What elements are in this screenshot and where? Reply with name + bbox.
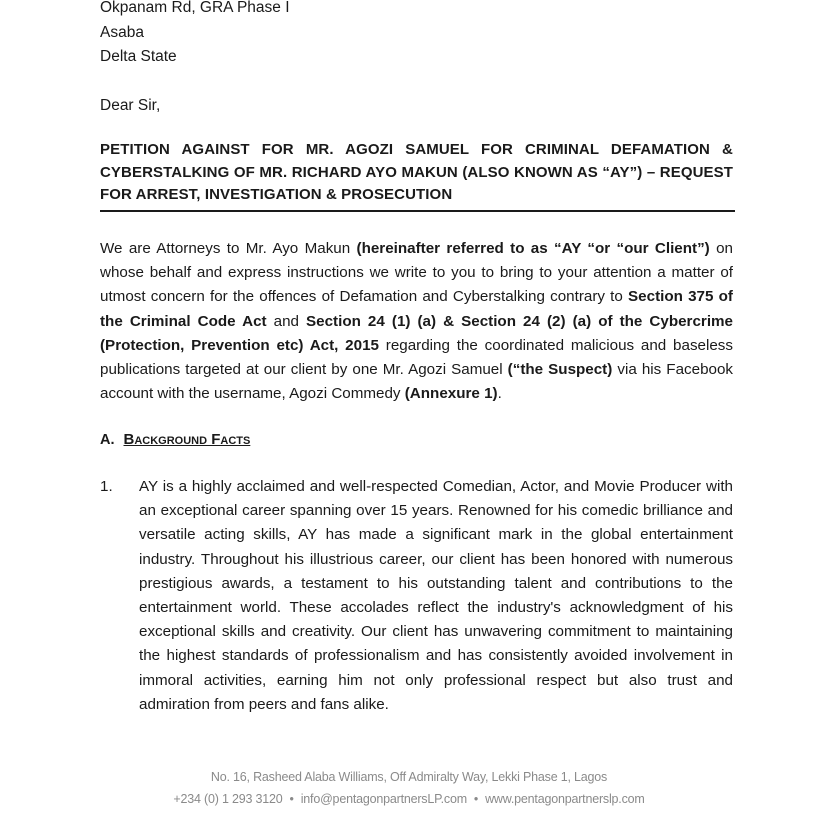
intro-bold-criminal-code: Section 375 of the Criminal Code Act xyxy=(100,288,733,330)
footer-website: www.pentagonpartnerslp.com xyxy=(485,792,645,806)
section-title: Background Facts xyxy=(123,431,251,448)
address-line-street: Okpanam Rd, GRA Phase I xyxy=(100,0,290,16)
address-line-city: Asaba xyxy=(100,23,144,41)
intro-text: via his Facebook account with the username, Agozi Commedy xyxy=(100,361,734,403)
paragraph-text: AY is a highly acclaimed and well-respected Comedian, Actor, and Movie Producer with an exceptional career spanning over 15 years. Renowned for his comedic brilliance and versatile acting skills, AY has made a significant mark in the global entertainment industry. Throughout his illustrious career, our client has been honored with numerous prestigious awards, a testament to his outstanding talent and contributions to the entertainment world. These accolades reflect the industry's acknowledgment of his exceptional skills and creativity. Our client has unwavering commitment to maintaining the highest standards of professionalism and has consistently avoided involvement in immoral activities, earning him not only professional respect but also trust and admiration from peers and fans alike. xyxy=(139,478,733,713)
intro-paragraph xyxy=(100,237,733,406)
intro-text: . xyxy=(497,385,502,403)
salutation: Dear Sir, xyxy=(100,97,161,114)
subject-heading: PETITION AGAINST FOR MR. AGOZI SAMUEL FOR CRIMINAL DEFAMATION & CYBERSTALKING OF MR. RICHARD AYO MAKUN (ALSO KNOWN AS “AY”) – REQUEST FOR ARREST, INVESTIGATION & PROSECUTION xyxy=(100,141,733,203)
intro-text: and xyxy=(266,312,307,330)
intro-bold-annexure: (Annexure 1) xyxy=(404,385,498,403)
footer-email: info@pentagonpartnersLP.com xyxy=(300,792,467,806)
intro-bold-cybercrime-act: Section 24 (1) (a) & Section 24 (2) (a) of the Cybercrime (Protection, Prevention etc) Act, 2015 xyxy=(100,312,733,354)
intro-bold-reference: (hereinafter referred to as “AY “or “our Client”) xyxy=(356,240,710,257)
footer-phone: +234 (0) 1 293 3120 xyxy=(173,792,283,806)
subject-divider xyxy=(100,210,735,212)
paragraph-number: 1. xyxy=(100,478,113,495)
address-line-state: Delta State xyxy=(100,48,177,65)
intro-text: regarding the coordinated malicious and baseless publications targeted at our client by one Mr. Agozi Samuel xyxy=(100,336,733,379)
section-heading xyxy=(100,429,250,451)
intro-bold-suspect: (“the Suspect) xyxy=(507,361,613,379)
footer-address: No. 16, Rasheed Alaba Williams, Off Admiralty Way, Lekki Phase 1, Lagos xyxy=(210,770,608,784)
footer-separator: • xyxy=(289,792,294,806)
footer-separator: • xyxy=(473,792,479,806)
numbered-paragraph xyxy=(100,475,733,717)
letterhead-footer xyxy=(0,766,828,810)
intro-text: on whose behalf and express instructions we write to you to bring to your attention a matter of utmost concern for the offences of Defamation and Cyberstalking contrary to xyxy=(100,240,733,306)
footer-contacts xyxy=(0,788,823,810)
section-letter: A. xyxy=(100,432,115,448)
recipient-address xyxy=(100,0,290,70)
intro-text: We are Attorneys to Mr. Ayo Makun xyxy=(100,240,357,257)
